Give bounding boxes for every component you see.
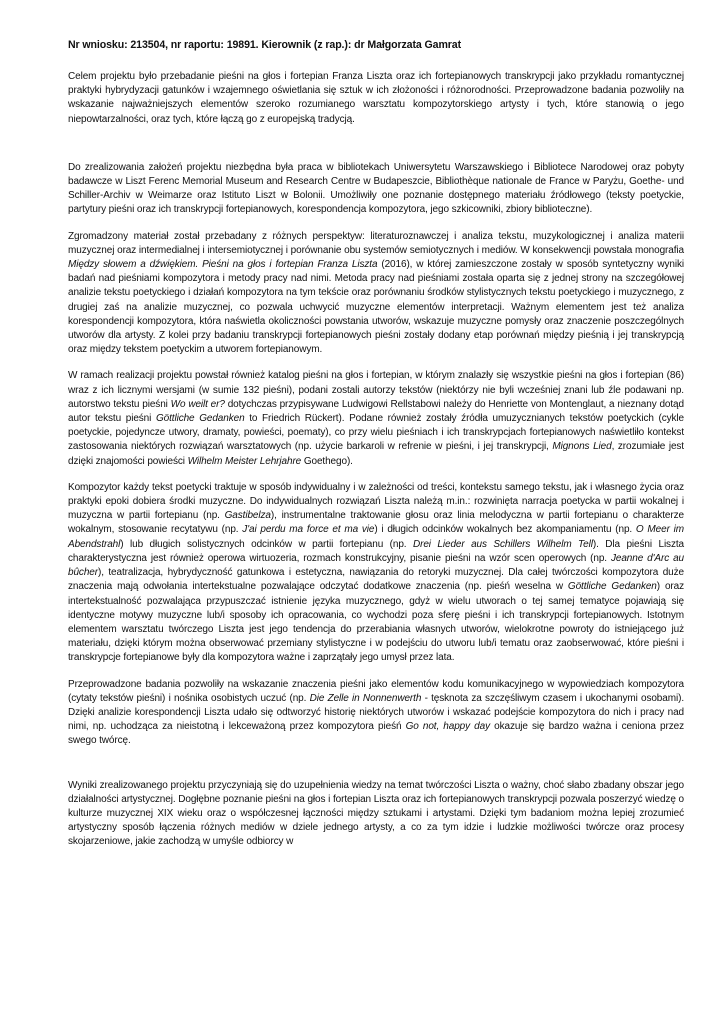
paragraph-text: okazuje się bardzo ważna i ceniona przez swego twórcę. <box>68 721 684 747</box>
paragraph-text: ) i długich odcinków wokalnych bez akompaniamentu (np. <box>374 524 636 536</box>
song-title: O Meer im Abendstrahl <box>68 524 684 550</box>
paragraph-text: ) oraz intertekstualność pozwalająca przypuszczać istnienie języka muzycznego, gdyż w wielu utworach o tej samej tematyce pojawiają się identyczne motywy muzyczne lub/i sposoby ich opracowania, co wychodzi poza sferę pieśni i ich transkrypcji fortepianowych. Istotnym elementem warsztatu twórczego Liszta jest jego tendencja do przerabiania własnych utworów, wielokrotne powroty do istniejącego już materiału, dzięki którym można obserwować przemiany stylistyczne i w podejściu do utworu lub/i tematu oraz zaobserwować, które pieśni i transkrypcje fortepianowe były dla kompozytora ważne i zaprzątały jego umysł przez lata. <box>68 581 685 664</box>
paragraph-text: dotychczas przypisywane Ludwigowi Rellstabowi należy do Henriette von Montenglaut, a nieznany dotąd autor tekstu pieśni <box>68 398 684 425</box>
song-title: Göttliche Gedanken <box>567 581 657 593</box>
song-title: Göttliche Gedanken <box>155 413 245 425</box>
paragraph-text: (2016), w której zamieszczone zostały w sposób syntetyczny wyniki badań nad pieśniami kompozytora i metody pracy nad nimi. Metoda pracy nad pieśniami została oparta się z jednej strony na szczegółowej analizie tekstu poetyckiego i działań kompozytora na tym tekście oraz porównaniu środków stylistycznych tekstu poetyckiego i muzycznego, z drugiej zaś na analizie muzycznej, co pozwala uchwycić muzyczne elementów interpretacji. Ważnym elementem jest też analiza korespondencji kompozytora, która naświetla okoliczności powstania utworów, wskazuje muzyczne pomysły oraz znaczenie poszczególnych utworów dla artysty. Z kolei przy badaniu transkrypcji fortepianowych pieśni zostały dodany etap porównań między pieśnią i jej transkrypcją oraz między tekstem poetyckim a utworem fortepianowym. <box>68 259 684 356</box>
paragraph-text: ), teatralizacja, hybrydyczność gatunkowa i estetyczna, nawiązania do retoryki muzycznej. Dla całej twórczości kompozytora duże znaczenia mają odwołania intertekstualne pozwalające odczytać dodatkowe znaczenia (np. pieśń weselna w <box>68 567 684 593</box>
paragraph-text: Wyniki zrealizowanego projektu przyczyniają się do uzupełnienia wiedzy na temat twórczości Liszta o ważny, choć słabo zbadany obszar jego działalności artystycznej. Dogłębne poznanie pieśni na głos i fortepian Liszta oraz ich fortepianowych transkrypcji pozwala poszerzyć wiedzę o kulturze muzycznej XIX wieku oraz o współczesnej łączności między sztukami i artystami. Dzięki tym badaniom można lepiej zrozumieć artystyczny sposób łączenia różnych mediów w dziele jednego artysty, a co za tym idzie i ludzkie możliwości twórcze oraz procesy skojarzeniowe, jakie zachodzą w umyśle odbiorcy w <box>68 779 684 848</box>
song-title: Gastibelza <box>224 510 271 522</box>
book-title: Między słowem a dźwiękiem. Pieśni na głos i fortepian Franza Liszta <box>68 259 378 271</box>
paragraph-text: - tęsknota za szczęśliwym czasem i ukochanymi osobami). Dzięki analizie korespondencji Liszta udało się odtworzyć historię niektórych utworów i wskazać podejście kompozytora do nich i pracy nad nimi, np. uchodząca za nieistotną i lekceważoną przez kompozytora pieśń <box>68 692 684 733</box>
paragraph-2 <box>68 161 684 218</box>
paragraph-5 <box>68 481 684 666</box>
paragraph-text: Przeprowadzone badania pozwoliły na wskazanie znaczenia pieśni jako elementów kodu komunikacyjnego w wypowiedziach kompozytora (cytaty tekstów pieśni) i nośnika osobistych uczuć (np. <box>68 678 684 704</box>
song-title: Go not, happy day <box>405 721 490 733</box>
song-title: Drei Lieder aus Schillers Wilhelm Tell <box>412 538 593 550</box>
song-title: Mignons Lied <box>552 441 612 453</box>
paragraph-text: W ramach realizacji projektu powstał również katalog pieśni na głos i fortepian, w którym znalazły się wszystkie pieśni na głos i fortepian (86) wraz z ich licznymi wersjami (w sumie 132 pieśni), podani zostali autorzy tekstów (niektórzy nie byli wcześniej znani lub źle podawani np. autorstwo tekstu pieśni <box>68 370 684 410</box>
paragraph-4 <box>68 369 684 468</box>
song-title: Jeanne d'Arc au bûcher <box>68 552 684 579</box>
paragraph-text: , zrozumiałe jest dzięki znajomości powieści <box>68 441 684 467</box>
song-title: Die Zelle in Nonnenwerth <box>309 692 422 704</box>
paragraph-text: ), instrumentalne traktowanie głosu oraz linia melodyczna w partii fortepianu o charakterze wokalnym, stosowanie recytatywu (np. <box>68 510 684 536</box>
paragraph-text: Goethego). <box>301 455 353 467</box>
report-header: Nr wniosku: 213504, nr raportu: 19891. Kierownik (z rap.): dr Małgorzata Gamrat <box>68 39 462 51</box>
paragraph-text: Do zrealizowania założeń projektu niezbędna była praca w bibliotekach Uniwersytetu Warszawskiego i Bibliotece Narodowej oraz pobyty badawcze w Liszt Ferenc Memorial Museum and Research Centre w Budapeszcie, Bibliothèque nationale de France w Paryżu, Goethe- und Schiller-Archiv w Weimarze oraz Istituto Liszt w Bolonii. Umożliwiły one poznanie dostępnego materiału źródłowego (teksty poetyckie, partytury pieśni oraz ich transkrypcji fortepianowych, korespondencja kompozytora, jego szkicowniki, zbiory biblioteczne). <box>68 161 684 216</box>
paragraph-text: Celem projektu było przebadanie pieśni na głos i fortepian Franza Liszta oraz ich fortepianowych transkrypcji jako przykładu romantycznej praktyki hybrydyzacji gatunków i wzajemnego oświetlania się sztuk w ich złożoności i różnorodności. Przeprowadzone badania pozwoliły na wskazanie najważniejszych elementów szeroko rozumianego warsztatu kompozytorskiego artysty i tych, które stanowią o jego niepowtarzalności, oraz tych, które łączą go z europejską tradycją. <box>68 71 684 125</box>
paragraph-text: to Friedrich Rückert). Podane również zostały źródła umuzycznianych tekstów poetyckich (cykle poetyckie, pojedyncze utwory, dramaty, powieści, poematy), co przy wielu pieśniach i ich transkrypcjach fortepianowych naświetliło kontekst zastosowania niektórych rozwiązań warsztatowych (np. użycie barkaroli w refrenie w pieśni, i jej transkrypcji, <box>68 413 685 453</box>
paragraph-7 <box>68 779 684 850</box>
song-title: J'ai perdu ma force et ma vie <box>242 524 375 536</box>
paragraph-text: ) lub długich solistycznych odcinków w partii fortepianu (np. <box>120 538 413 550</box>
paragraph-1 <box>68 70 684 127</box>
novel-title: Wilhelm Meister Lehrjahre <box>187 455 302 467</box>
paragraph-text: Kompozytor każdy tekst poetycki traktuje w sposób indywidualny i w zależności od treści, kontekstu samego tekstu, jak i własnego życia oraz praktyki epoki dobiera środki muzyczne. Do indywidualnych rozwiązań Liszta należą m.in.: rozwinięta narracja poetycka w partii wokalnej i muzyczna w partii fortepianu (np. <box>68 481 684 522</box>
paragraph-3 <box>68 230 684 358</box>
song-title: Wo weilt er? <box>170 398 225 410</box>
paragraph-text: Zgromadzony materiał został przebadany z różnych perspektyw: literaturoznawczej i analiza tekstu, muzykologicznej i analiza materii muzycznej oraz intermedialnej i intersemiotycznej i porównanie obu systemów semiotycznych i mediów. W konsekwencji powstała monografia <box>68 230 684 256</box>
paragraph-text: ). Dla pieśni Liszta charakterystyczna jest również operowa wirtuozeria, rozmach konstrukcyjny, pisanie pieśni na wzór scen operowych (np. <box>68 538 684 564</box>
paragraph-6 <box>68 678 684 749</box>
